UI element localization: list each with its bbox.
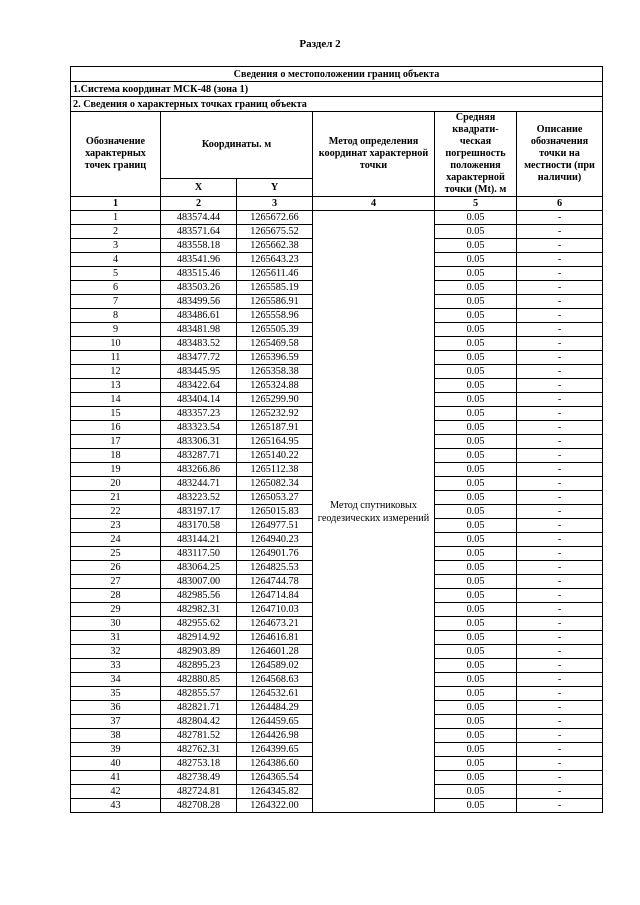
point-number: 39 bbox=[71, 743, 161, 757]
error-value: 0.05 bbox=[435, 533, 517, 547]
coord-y: 1265585.19 bbox=[237, 281, 313, 295]
coord-y: 1265299.90 bbox=[237, 393, 313, 407]
description-value: - bbox=[517, 323, 603, 337]
header-description: Описание обозначения точки на местности (при наличии) bbox=[517, 112, 603, 197]
coord-y: 1265164.95 bbox=[237, 435, 313, 449]
error-value: 0.05 bbox=[435, 253, 517, 267]
coord-y: 1264589.02 bbox=[237, 659, 313, 673]
point-number: 6 bbox=[71, 281, 161, 295]
description-value: - bbox=[517, 589, 603, 603]
description-value: - bbox=[517, 393, 603, 407]
point-number: 32 bbox=[71, 645, 161, 659]
description-value: - bbox=[517, 365, 603, 379]
coord-y: 1265082.34 bbox=[237, 477, 313, 491]
error-value: 0.05 bbox=[435, 743, 517, 757]
coord-x: 483244.71 bbox=[161, 477, 237, 491]
description-value: - bbox=[517, 463, 603, 477]
coord-x: 482855.57 bbox=[161, 687, 237, 701]
coord-x: 483287.71 bbox=[161, 449, 237, 463]
point-number: 3 bbox=[71, 239, 161, 253]
coord-y: 1264901.76 bbox=[237, 547, 313, 561]
coord-y: 1264616.81 bbox=[237, 631, 313, 645]
description-value: - bbox=[517, 659, 603, 673]
coord-y: 1265015.83 bbox=[237, 505, 313, 519]
point-number: 13 bbox=[71, 379, 161, 393]
point-number: 11 bbox=[71, 351, 161, 365]
error-value: 0.05 bbox=[435, 435, 517, 449]
point-number: 14 bbox=[71, 393, 161, 407]
coord-y: 1265358.38 bbox=[237, 365, 313, 379]
coord-y: 1264940.23 bbox=[237, 533, 313, 547]
header-point-designation: Обозначение характерных точек границ bbox=[71, 112, 161, 197]
coord-y: 1265672.66 bbox=[237, 211, 313, 225]
error-value: 0.05 bbox=[435, 309, 517, 323]
error-value: 0.05 bbox=[435, 365, 517, 379]
description-value: - bbox=[517, 603, 603, 617]
coord-system-row bbox=[71, 82, 603, 97]
point-number: 23 bbox=[71, 519, 161, 533]
coord-x: 483571.64 bbox=[161, 225, 237, 239]
point-number: 15 bbox=[71, 407, 161, 421]
error-value: 0.05 bbox=[435, 547, 517, 561]
error-value: 0.05 bbox=[435, 701, 517, 715]
coord-y: 1264426.98 bbox=[237, 729, 313, 743]
point-number: 25 bbox=[71, 547, 161, 561]
coord-y: 1265324.88 bbox=[237, 379, 313, 393]
point-number: 43 bbox=[71, 799, 161, 813]
coord-y: 1265643.23 bbox=[237, 253, 313, 267]
point-number: 24 bbox=[71, 533, 161, 547]
coord-x: 483445.95 bbox=[161, 365, 237, 379]
coord-y: 1264365.54 bbox=[237, 771, 313, 785]
coord-x: 483422.64 bbox=[161, 379, 237, 393]
error-value: 0.05 bbox=[435, 337, 517, 351]
description-value: - bbox=[517, 617, 603, 631]
point-number: 30 bbox=[71, 617, 161, 631]
coord-x: 483306.31 bbox=[161, 435, 237, 449]
point-number: 2 bbox=[71, 225, 161, 239]
points-heading-row bbox=[71, 97, 603, 112]
column-number: 5 bbox=[435, 197, 517, 211]
error-value: 0.05 bbox=[435, 729, 517, 743]
coord-x: 482821.71 bbox=[161, 701, 237, 715]
point-number: 5 bbox=[71, 267, 161, 281]
boundary-points-table bbox=[70, 66, 603, 813]
coord-y: 1265396.59 bbox=[237, 351, 313, 365]
coord-y: 1265505.39 bbox=[237, 323, 313, 337]
error-value: 0.05 bbox=[435, 519, 517, 533]
point-number: 19 bbox=[71, 463, 161, 477]
coord-x: 483170.58 bbox=[161, 519, 237, 533]
coord-x: 482982.31 bbox=[161, 603, 237, 617]
point-number: 21 bbox=[71, 491, 161, 505]
coord-y: 1265675.52 bbox=[237, 225, 313, 239]
error-value: 0.05 bbox=[435, 645, 517, 659]
description-value: - bbox=[517, 211, 603, 225]
coord-y: 1265232.92 bbox=[237, 407, 313, 421]
error-value: 0.05 bbox=[435, 393, 517, 407]
coord-x: 482762.31 bbox=[161, 743, 237, 757]
error-value: 0.05 bbox=[435, 799, 517, 813]
column-number: 6 bbox=[517, 197, 603, 211]
points-heading: 2. Сведения о характерных точках границ объекта bbox=[71, 97, 603, 112]
point-number: 1 bbox=[71, 211, 161, 225]
error-value: 0.05 bbox=[435, 211, 517, 225]
description-value: - bbox=[517, 729, 603, 743]
coord-x: 482781.52 bbox=[161, 729, 237, 743]
column-numbers-row bbox=[71, 197, 603, 211]
description-value: - bbox=[517, 785, 603, 799]
error-value: 0.05 bbox=[435, 225, 517, 239]
point-number: 37 bbox=[71, 715, 161, 729]
error-value: 0.05 bbox=[435, 757, 517, 771]
description-value: - bbox=[517, 771, 603, 785]
header-coordinates: Координаты. м bbox=[161, 112, 313, 179]
table-title: Сведения о местоположении границ объекта bbox=[71, 67, 603, 82]
error-value: 0.05 bbox=[435, 687, 517, 701]
coord-x: 483574.44 bbox=[161, 211, 237, 225]
description-value: - bbox=[517, 743, 603, 757]
description-value: - bbox=[517, 575, 603, 589]
coord-x: 482985.56 bbox=[161, 589, 237, 603]
coord-y: 1264714.84 bbox=[237, 589, 313, 603]
coord-x: 482914.92 bbox=[161, 631, 237, 645]
error-value: 0.05 bbox=[435, 421, 517, 435]
error-value: 0.05 bbox=[435, 715, 517, 729]
description-value: - bbox=[517, 715, 603, 729]
coord-x: 483117.50 bbox=[161, 547, 237, 561]
coord-y: 1265611.46 bbox=[237, 267, 313, 281]
error-value: 0.05 bbox=[435, 281, 517, 295]
coord-x: 483483.52 bbox=[161, 337, 237, 351]
coord-y: 1264673.21 bbox=[237, 617, 313, 631]
point-number: 26 bbox=[71, 561, 161, 575]
point-number: 10 bbox=[71, 337, 161, 351]
error-value: 0.05 bbox=[435, 323, 517, 337]
coord-x: 483499.56 bbox=[161, 295, 237, 309]
point-number: 7 bbox=[71, 295, 161, 309]
coord-x: 483558.18 bbox=[161, 239, 237, 253]
coord-x: 483007.00 bbox=[161, 575, 237, 589]
header-method: Метод определения координат характерной точки bbox=[313, 112, 435, 197]
coord-y: 1265187.91 bbox=[237, 421, 313, 435]
description-value: - bbox=[517, 421, 603, 435]
coord-x: 482724.81 bbox=[161, 785, 237, 799]
point-number: 16 bbox=[71, 421, 161, 435]
coord-x: 482955.62 bbox=[161, 617, 237, 631]
coord-x: 482903.89 bbox=[161, 645, 237, 659]
coord-y: 1265140.22 bbox=[237, 449, 313, 463]
error-value: 0.05 bbox=[435, 785, 517, 799]
error-value: 0.05 bbox=[435, 449, 517, 463]
point-number: 4 bbox=[71, 253, 161, 267]
error-value: 0.05 bbox=[435, 631, 517, 645]
coord-y: 1264345.82 bbox=[237, 785, 313, 799]
description-value: - bbox=[517, 225, 603, 239]
description-value: - bbox=[517, 309, 603, 323]
coord-x: 483064.25 bbox=[161, 561, 237, 575]
coord-x: 483223.52 bbox=[161, 491, 237, 505]
point-number: 40 bbox=[71, 757, 161, 771]
coord-x: 483144.21 bbox=[161, 533, 237, 547]
point-number: 34 bbox=[71, 673, 161, 687]
point-number: 36 bbox=[71, 701, 161, 715]
coord-x: 483486.61 bbox=[161, 309, 237, 323]
point-number: 41 bbox=[71, 771, 161, 785]
description-value: - bbox=[517, 477, 603, 491]
description-value: - bbox=[517, 407, 603, 421]
point-number: 17 bbox=[71, 435, 161, 449]
error-value: 0.05 bbox=[435, 407, 517, 421]
description-value: - bbox=[517, 631, 603, 645]
column-number: 3 bbox=[237, 197, 313, 211]
coord-y: 1264322.00 bbox=[237, 799, 313, 813]
error-value: 0.05 bbox=[435, 659, 517, 673]
coord-y: 1265558.96 bbox=[237, 309, 313, 323]
coord-y: 1264825.53 bbox=[237, 561, 313, 575]
error-value: 0.05 bbox=[435, 295, 517, 309]
coord-y: 1264532.61 bbox=[237, 687, 313, 701]
column-number: 1 bbox=[71, 197, 161, 211]
header-error: Средняя квадрати-ческая погрешность положения характерной точки (Mt). м bbox=[435, 112, 517, 197]
coord-y: 1264744.78 bbox=[237, 575, 313, 589]
description-value: - bbox=[517, 239, 603, 253]
error-value: 0.05 bbox=[435, 589, 517, 603]
coord-y: 1265586.91 bbox=[237, 295, 313, 309]
coord-x: 483197.17 bbox=[161, 505, 237, 519]
description-value: - bbox=[517, 267, 603, 281]
coord-y: 1264386.60 bbox=[237, 757, 313, 771]
point-number: 33 bbox=[71, 659, 161, 673]
error-value: 0.05 bbox=[435, 673, 517, 687]
section-title: Раздел 2 bbox=[299, 38, 341, 50]
point-number: 18 bbox=[71, 449, 161, 463]
description-value: - bbox=[517, 295, 603, 309]
error-value: 0.05 bbox=[435, 491, 517, 505]
coord-x: 482880.85 bbox=[161, 673, 237, 687]
error-value: 0.05 bbox=[435, 267, 517, 281]
coord-x: 482738.49 bbox=[161, 771, 237, 785]
description-value: - bbox=[517, 547, 603, 561]
error-value: 0.05 bbox=[435, 239, 517, 253]
column-number: 4 bbox=[313, 197, 435, 211]
point-number: 29 bbox=[71, 603, 161, 617]
coord-x: 482753.18 bbox=[161, 757, 237, 771]
description-value: - bbox=[517, 491, 603, 505]
error-value: 0.05 bbox=[435, 505, 517, 519]
description-value: - bbox=[517, 519, 603, 533]
coord-x: 483515.46 bbox=[161, 267, 237, 281]
description-value: - bbox=[517, 435, 603, 449]
description-value: - bbox=[517, 351, 603, 365]
description-value: - bbox=[517, 645, 603, 659]
point-number: 42 bbox=[71, 785, 161, 799]
error-value: 0.05 bbox=[435, 603, 517, 617]
point-number: 27 bbox=[71, 575, 161, 589]
point-number: 12 bbox=[71, 365, 161, 379]
point-number: 38 bbox=[71, 729, 161, 743]
error-value: 0.05 bbox=[435, 351, 517, 365]
coord-system: 1.Система координат МСК-48 (зона 1) bbox=[71, 82, 603, 97]
point-number: 22 bbox=[71, 505, 161, 519]
table-title-row bbox=[71, 67, 603, 82]
description-value: - bbox=[517, 379, 603, 393]
error-value: 0.05 bbox=[435, 771, 517, 785]
description-value: - bbox=[517, 253, 603, 267]
coord-y: 1264459.65 bbox=[237, 715, 313, 729]
description-value: - bbox=[517, 687, 603, 701]
coord-y: 1265112.38 bbox=[237, 463, 313, 477]
coord-y: 1265469.58 bbox=[237, 337, 313, 351]
point-number: 31 bbox=[71, 631, 161, 645]
coord-y: 1264399.65 bbox=[237, 743, 313, 757]
coord-x: 483477.72 bbox=[161, 351, 237, 365]
description-value: - bbox=[517, 561, 603, 575]
description-value: - bbox=[517, 701, 603, 715]
error-value: 0.05 bbox=[435, 379, 517, 393]
coord-y: 1264568.63 bbox=[237, 673, 313, 687]
coord-x: 483503.26 bbox=[161, 281, 237, 295]
description-value: - bbox=[517, 505, 603, 519]
description-value: - bbox=[517, 337, 603, 351]
coord-x: 483357.23 bbox=[161, 407, 237, 421]
coord-y: 1265662.38 bbox=[237, 239, 313, 253]
point-number: 20 bbox=[71, 477, 161, 491]
point-number: 28 bbox=[71, 589, 161, 603]
description-value: - bbox=[517, 281, 603, 295]
point-number: 35 bbox=[71, 687, 161, 701]
description-value: - bbox=[517, 449, 603, 463]
method-value: Метод спутниковых геодезических измерений bbox=[313, 211, 435, 813]
coord-x: 482708.28 bbox=[161, 799, 237, 813]
coord-x: 483404.14 bbox=[161, 393, 237, 407]
header-x: X bbox=[161, 179, 237, 197]
coord-x: 483481.98 bbox=[161, 323, 237, 337]
coord-y: 1264977.51 bbox=[237, 519, 313, 533]
description-value: - bbox=[517, 533, 603, 547]
coord-y: 1264484.29 bbox=[237, 701, 313, 715]
table-row bbox=[71, 211, 603, 225]
error-value: 0.05 bbox=[435, 575, 517, 589]
description-value: - bbox=[517, 673, 603, 687]
error-value: 0.05 bbox=[435, 463, 517, 477]
error-value: 0.05 bbox=[435, 561, 517, 575]
column-number: 2 bbox=[161, 197, 237, 211]
coord-y: 1265053.27 bbox=[237, 491, 313, 505]
coord-x: 482895.23 bbox=[161, 659, 237, 673]
description-value: - bbox=[517, 799, 603, 813]
description-value: - bbox=[517, 757, 603, 771]
coord-x: 483323.54 bbox=[161, 421, 237, 435]
header-y: Y bbox=[237, 179, 313, 197]
coord-y: 1264710.03 bbox=[237, 603, 313, 617]
coord-x: 483541.96 bbox=[161, 253, 237, 267]
header-row bbox=[71, 112, 603, 179]
coord-x: 482804.42 bbox=[161, 715, 237, 729]
coord-y: 1264601.28 bbox=[237, 645, 313, 659]
error-value: 0.05 bbox=[435, 477, 517, 491]
error-value: 0.05 bbox=[435, 617, 517, 631]
point-number: 8 bbox=[71, 309, 161, 323]
coord-x: 483266.86 bbox=[161, 463, 237, 477]
point-number: 9 bbox=[71, 323, 161, 337]
